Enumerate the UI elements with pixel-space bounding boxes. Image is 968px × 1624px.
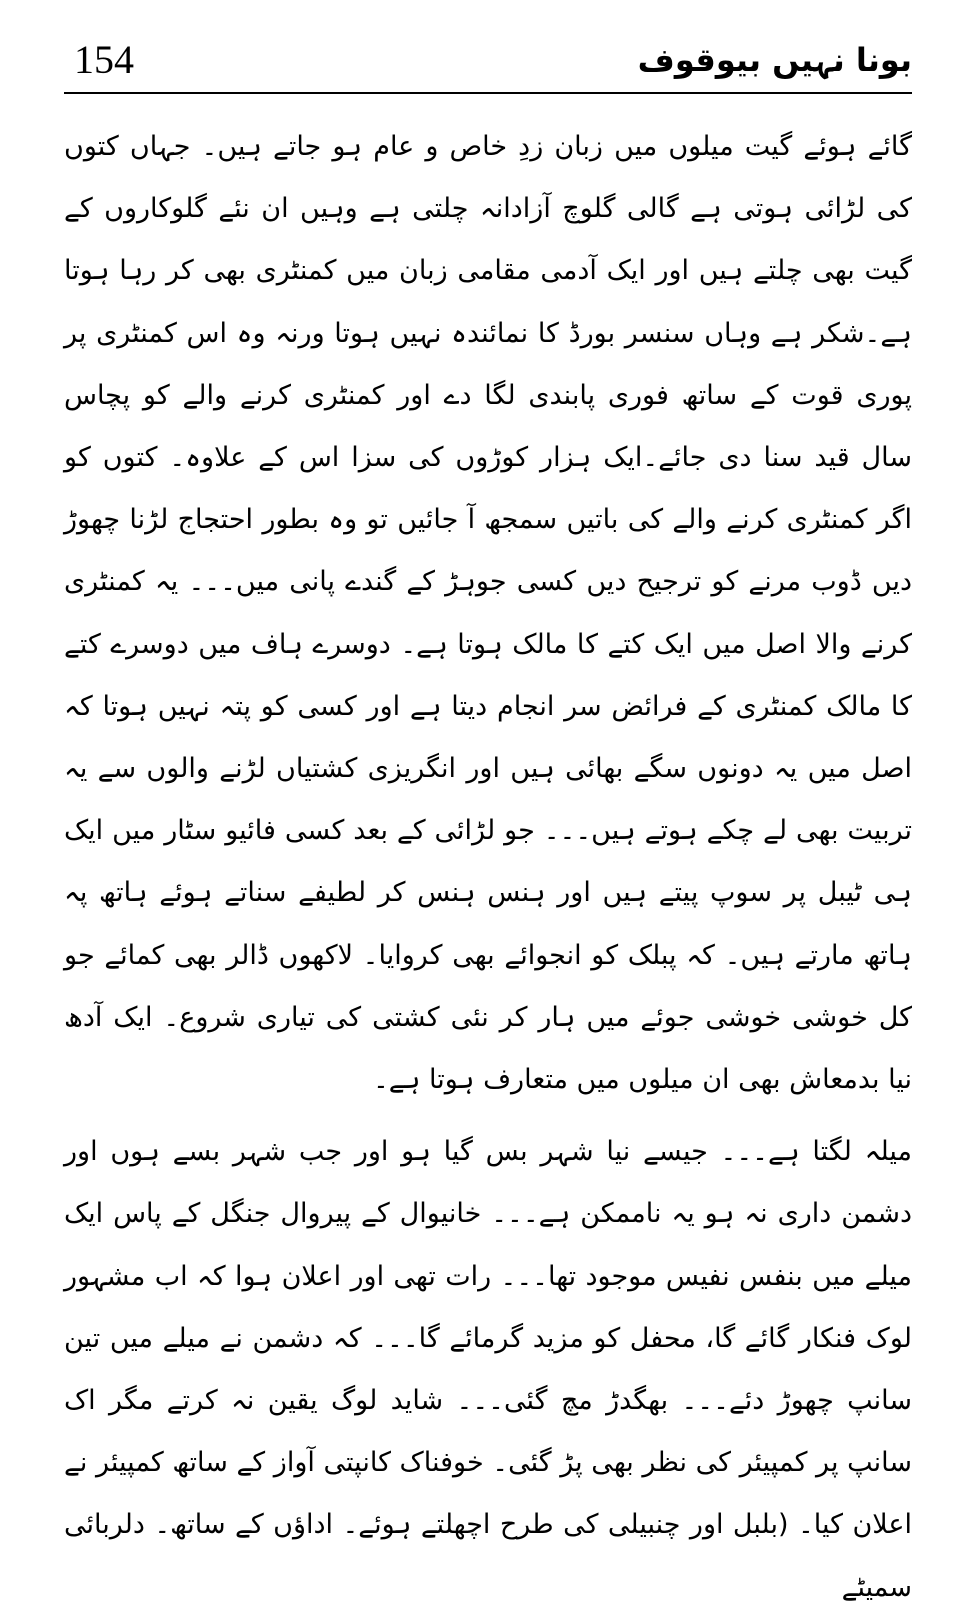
page-number: 154 [74,37,134,82]
body-text [64,116,912,1619]
paragraph-1: گائے ہوئے گیت میلوں میں زبان زدِ خاص و عام ہو جاتے ہیں۔ جہاں کتوں کی لڑائی ہوتی ہے گالی گلوچ آزادانہ چلتی ہے وہیں ان نئے گلوکاروں کے گیت بھی چلتے ہیں اور ایک آدمی مقامی زبان میں کمنٹری بھی کر رہا ہوتا ہے۔شکر ہے وہاں سنسر بورڈ کا نمائندہ نہیں ہوتا ورنہ وہ اس کمنٹری پر پوری قوت کے ساتھ فوری پابندی لگا دے اور کمنٹری کرنے والے کو پچاس سال قید سنا دی جائے۔ایک ہزار کوڑوں کی سزا اس کے علاوہ۔ کتوں کو اگر کمنٹری کرنے والے کی باتیں سمجھ آ جائیں تو وہ بطور احتجاج لڑنا چھوڑ دیں ڈوب مرنے کو ترجیح دیں کسی جوہڑ کے گندے پانی میں۔۔۔ یہ کمنٹری کرنے والا اصل میں ایک کتے کا مالک ہوتا ہے۔ دوسرے ہاف میں دوسرے کتے کا مالک کمنٹری کے فرائض سر انجام دیتا ہے اور کسی کو پتہ نہیں ہوتا کہ اصل میں یہ دونوں سگے بھائی ہیں اور انگریزی کشتیاں لڑنے والوں سے یہ تربیت بھی لے چکے ہوتے ہیں۔۔۔ جو لڑائی کے بعد کسی فائیو سٹار میں ایک ہی ٹیبل پر سوپ پیتے ہیں اور ہنس ہنس کر لطیفے سناتے ہوئے ہاتھ پہ ہاتھ مارتے ہیں۔ کہ پبلک کو انجوائے بھی کروایا۔ لاکھوں ڈالر بھی کمائے جو کل خوشی خوشی جوئے میں ہار کر نئی کشتی کی تیاری شروع۔ ایک آدھ نیا بدمعاش بھی ان میلوں میں متعارف ہوتا ہے۔ [64,131,912,1096]
running-title: بونا نہیں بیوقوف [637,41,912,79]
page-header [64,28,912,88]
header-divider [64,92,912,94]
paragraph-2: میلہ لگتا ہے۔۔۔ جیسے نیا شہر بس گیا ہو اور جب شہر بسے ہوں اور دشمن داری نہ ہو یہ ناممکن ہے۔۔۔ خانیوال کے پیروال جنگل کے پاس ایک میلے میں بنفس نفیس موجود تھا۔۔۔ رات تھی اور اعلان ہوا کہ اب مشہور لوک فنکار گائے گا، محفل کو مزید گرمائے گا۔۔۔ کہ دشمن نے میلے میں تین سانپ چھوڑ دئے۔۔۔ بھگدڑ مچ گئی۔۔۔ شاید لوگ یقین نہ کرتے مگر اک سانپ پر کمپیئر کی نظر بھی پڑ گئی۔ خوفناک کانپتی آواز کے ساتھ کمپیئر نے اعلان کیا۔ (بلبل اور چنبیلی کی طرح اچھلتے ہوئے۔ اداؤں کے ساتھ۔ دلربائی سمیٹے [64,1136,912,1603]
